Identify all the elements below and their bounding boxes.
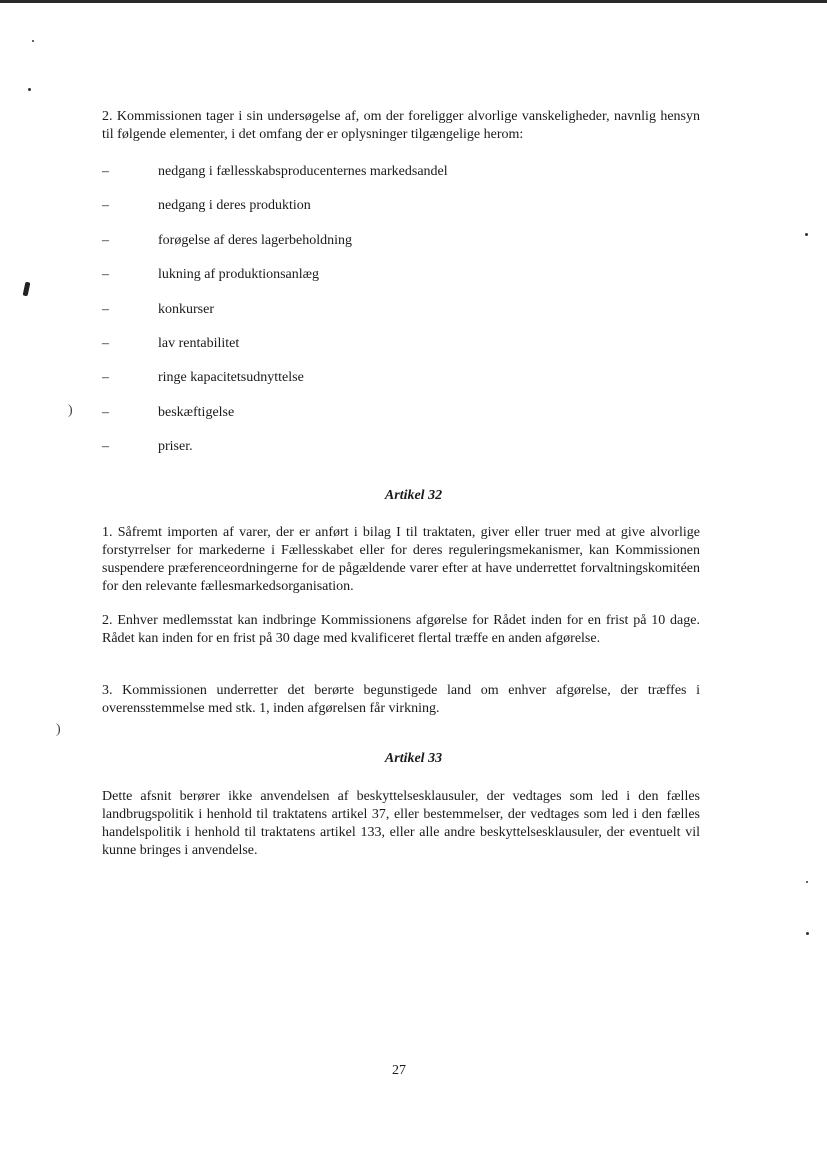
list-item-text: lukning af produktionsanlæg — [158, 267, 319, 283]
list-item-text: priser. — [158, 439, 193, 455]
list-dash: – — [102, 404, 109, 420]
criteria-list — [102, 163, 702, 473]
list-item-text: nedgang i fællesskabsproducenternes markedsandel — [158, 164, 448, 179]
list-item-text: ringe kapacitetsudnyttelse — [158, 370, 304, 386]
top-border — [0, 0, 827, 3]
list-dash: – — [102, 198, 109, 214]
scan-speck — [28, 88, 31, 91]
list-dash: – — [102, 370, 109, 386]
scan-mark — [23, 282, 31, 297]
list-item — [102, 335, 702, 369]
scan-speck — [805, 233, 808, 236]
scan-speck — [32, 40, 34, 42]
article-32-paragraph-1: 1. Såfremt importen af varer, der er anført i bilag I til traktaten, giver eller truer med at give alvorlige forstyrrelser for markederne i Fællesskabet eller for deres reguleringsmekanismer, kan Kommissionen suspendere præferenceordningerne for de pågældende varer efter at have underrettet forvaltningskomitéen for den relevante fællesmarkedsorganisation. — [102, 525, 700, 594]
article-32-heading: Artikel 32 — [384, 488, 443, 503]
list-dash: – — [102, 164, 109, 179]
scan-speck — [806, 932, 809, 935]
list-item — [102, 232, 702, 266]
list-dash: – — [102, 301, 109, 317]
article-33-heading: Artikel 33 — [384, 751, 443, 766]
list-item — [102, 163, 702, 197]
list-dash: – — [102, 439, 109, 455]
intro-paragraph: 2. Kommissionen tager i sin undersøgelse af, om der foreligger alvorlige vanskeligheder, navnlig hensyn til følgende elementer, i det omfang der er oplysninger tilgængelige herom: — [102, 109, 700, 142]
scan-speck — [806, 881, 808, 883]
list-item-text: konkurser — [158, 301, 214, 317]
list-item-text: forøgelse af deres lagerbeholdning — [158, 232, 352, 248]
list-item — [102, 197, 702, 231]
page-number: 27 — [392, 1063, 406, 1078]
scan-mark: ) — [68, 403, 73, 418]
list-item-text: beskæftigelse — [158, 404, 235, 420]
list-dash: – — [102, 335, 109, 351]
article-32-paragraph-2: 2. Enhver medlemsstat kan indbringe Kommissionens afgørelse for Rådet inden for en frist på 10 dage. Rådet kan inden for en frist på 30 dage med kvalificeret flertal træffe en anden afgørelse. — [102, 613, 700, 646]
list-item — [102, 404, 702, 438]
list-dash: – — [102, 232, 109, 248]
list-dash: – — [102, 267, 109, 283]
article-33-paragraph: Dette afsnit berører ikke anvendelsen af beskyttelsesklausuler, der vedtages som led i den fælles landbrugspolitik i henhold til traktatens artikel 37, eller bestemmelser, der vedtages som led i den fælles handelspolitik i henhold til traktatens artikel 133, eller alle andre beskyttelsesklausuler, der eventuelt vil kunne bringes i anvendelse. — [102, 789, 700, 858]
list-item — [102, 369, 702, 403]
list-item-text: lav rentabilitet — [158, 335, 240, 351]
list-item — [102, 266, 702, 300]
scan-mark: ) — [56, 722, 61, 737]
list-item — [102, 301, 702, 335]
list-item — [102, 438, 702, 472]
article-32-paragraph-3: 3. Kommissionen underretter det berørte begunstigede land om enhver afgørelse, der træffes i overensstemmelse med stk. 1, inden afgørelsen får virkning. — [102, 683, 700, 716]
list-item-text: nedgang i deres produktion — [158, 198, 311, 214]
